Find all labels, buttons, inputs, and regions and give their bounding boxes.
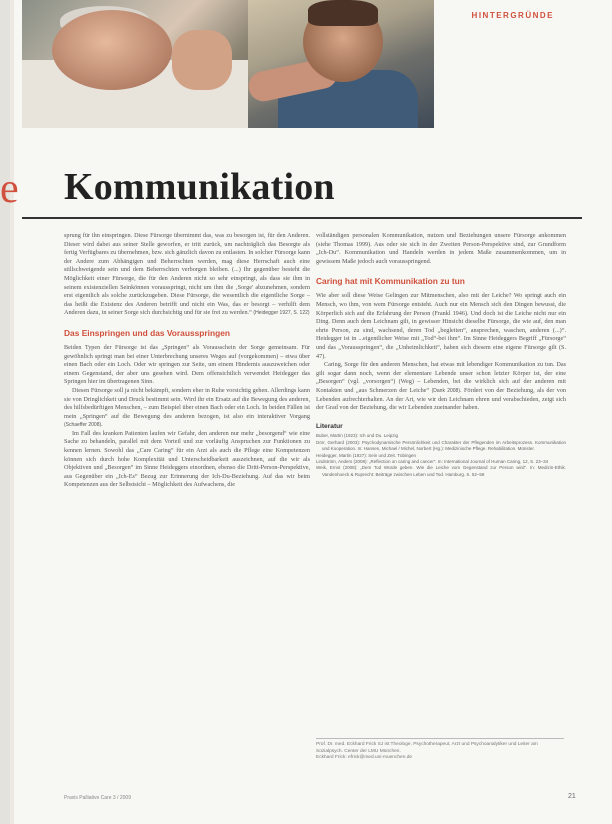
- paragraph-text: . Fördert von der Beziehung, als der von Lebenden aufrechterhalten. An der Art, wie wir den Leichnam ehren und verabschieden, zeigt sich der Grad von der Beziehung, die wir Lebenden zueinander haben.: [316, 386, 567, 412]
- hand-shape: [172, 30, 232, 90]
- author-email: Eckhard Frick: efrick@med.uni-muenchen.de: [316, 755, 413, 761]
- literature-entry: Heidegger, Martin (1927): Sein und Zeit. Tübingen: [316, 452, 416, 458]
- paragraph: Wie aber soll diese Weise Gelingen zur Mitmenschen, also mit der Leiche? Wo springt auch ein Mensch, wo ihm, von wem Fürsorge entsteht. Auch nur ein Mensch sich den Dingen bewusst, die Körperlich sich auf die Erfahrung der Person (Frankl 1946). Und doch ist die Leiche nicht nur ein Ding. Denn auch dem Leichnam gilt, in gewisser Hinsicht dieselbe Fürsorge, die wie auf, den man ehrte Person, zu sind, wachsend, deren Tod „begleiten“, ansprechen, waschen, anderen (...)“. Heidegger ist in ...eigentlicher Weise mit „Tod“-bei ihm“. Im Sinne Heideggers Begriff „Fürsorge“ und das „Vorausspringen“, die „Unheimlichkeit“, haben sich diesem eine eigene Fürsorge gilt (S. 47).: [316, 292, 566, 360]
- left-column: [64, 232, 310, 490]
- photo-caregiver-massage: [248, 0, 434, 128]
- title-rule: [22, 217, 582, 219]
- intro-text: sprung für ihn einspringen. Diese Fürsorge übernimmt das, was zu besorgen ist, für den Anderen. Dieser wird dabei aus seiner Stelle geworfen, er tritt zurück, um nachträglich das Besorgte als fertig Verfügbares zu übernehmen, bzw. sich gänzlich davon zu entlasten. In solcher Fürsorge kann der Andere zum Abhängigen und Beherrschten werden, mag diese Herrschaft auch eine stillschweigende sein und dem Beherrschten verborgen bleiben. (...) Ihr gegenüber besteht die Möglichkeit einer Fürsorge, die für den Anderen nicht so sehr einspringt, als dass sie ihm in seinem existenziellen Seinkönnen vorausspringt, nicht um ihm die ‚Sorge' abzunehmen, sondern erst eigentlich als solche zurückzugeben. Diese Fürsorge, die wesentlich die eigentliche Sorge – das heißt die Existenz des Anderen betrifft und nicht ein Was, das er besorgt – verhilft dem Anderen dazu, in seiner Sorge sich durchsichtig und für sie frei zu werden.“: [64, 232, 310, 317]
- paragraph-text: Caring, Sorge für den anderen Menschen, hat etwas mit lebendiger Kommunikation zu tun. Das gilt sogar dann noch, wenn der elementare Lebende unser schon letzter Körper ist, der eine „Besorgen“ (vgl. „vorsorgen“) (Weg) – Lebenden, bei die wirklich sich auf der anderen mit Kontakten und „aus Schmerzen der Leiche“: [316, 361, 566, 394]
- margin-strip-shadow: [10, 0, 14, 824]
- literature-entry: Buber, Martin (1923): Ich und Du. Leipzig: [316, 433, 399, 439]
- paragraph: [316, 361, 566, 413]
- paragraph: Im Fall des kranken Patienten laufen wir Gefahr, den anderen nur mehr „besorgend“ wie eine Sache zu behandeln, parallel mit dem Vorteil und zur vorläufig Anspruchen zur Funktionen zu kennen lernen. Sowohl das „Care Caring“ für ein Arzt als auch die Pflege eine Kompetenzen können sich durch hohe Komplexität und Unterscheidbarkeit auszeichnen, auf die wir als Objektiven und „Besorgen“ im Sinne Heideggers einordnen, ebenso die Dritt-Person-Perspektive, aus Gegenüber ein „Ich-Es“ Bezug zur Erinnerung der Ich-Du-Beziehung. Auf das wir beim Kompetenzen aus der Selbstsicht – Möglichkeit des Aufwachens, die: [64, 429, 310, 489]
- citation: (Dank 2008): [431, 387, 461, 394]
- footer-journal: Praxis Palliative Care 3 / 2009: [64, 795, 131, 801]
- citation: (Heidegger 1927, S. 122): [253, 310, 310, 317]
- paragraph: [64, 232, 310, 318]
- photo-patient-bed: [22, 0, 250, 128]
- paragraph: Beiden Typen der Fürsorge ist das „Springen“ als Vorausschein der Sorge gemeinsam. Für gewöhnlich springt man bei einer Unterbrechung unseres Weges auf (vorgekommen) – etwa über einen Bach oder ein Loch. Oder wir springen zur Seite, um einem Hindernis auszuweichen oder einem Gegenstand, der aber uns gesehen wird. Dem offensichtlich verwendet Heidegger das Springen hier im übertragenen Sinn.: [64, 343, 310, 386]
- author-rule: [316, 738, 564, 739]
- literature-entry: Dörr, Gerhard (2003): Psychodynamische Persönlichkeit und Charakter der Pflegenden im Arbeitsprozess. Kommunikation und Kooperation. In: Hansen, Michael / Michel, Norbert (Hg.): Medizinische Pflege. Rehabilitation. Münster.: [316, 439, 566, 452]
- literature-list: [316, 433, 566, 478]
- right-column: [316, 232, 566, 478]
- author-bio: Prof. Dr. med. Eckhard Frick SJ ist Theologe, Psychotherapeut, Arzt und Psychoanalytiker und Leiter am Sozialpsych. Center der LMU München.: [316, 742, 538, 754]
- author-box: [316, 742, 564, 762]
- literature-heading: Literatur: [316, 422, 343, 430]
- margin-strip: [0, 0, 10, 824]
- section-tag: HINTERGRÜNDE: [471, 11, 554, 20]
- literature-entry: Weik, Ernst (2008): „Dem Tod Würde geben. Wie die Leiche vom Gegenstand zur Person wird“. In: Medizin-Ethik. Vandenhoeck & Ruprecht: Beiträge zwischen Leben und Tod. Hamburg. S. 52–58: [316, 465, 566, 477]
- citation: (Schaeffer 2008): [64, 422, 102, 429]
- paragraph-text: Diesen Fürsorge soll ja nicht bekämpft, sondern eher in Ruhe vorsichtig gehen. Allerdings kann sie von Dringlichkeit und Druck bestimmt sein. Wird ihr ein Ersatz auf die Bewegung des anderen, des hilfsbedürftigen Menschen, – zum Beispiel über einen Bach oder ein Loch. In beiden Fällen ist mein „Springen“ auf die Bewegung des anderen bezogen, ist also ein interaktiver Vorgang: [64, 386, 310, 420]
- paragraph: vollständigen personalen Kommunikation, nutzen und Beziehungen unsere Fürsorge ankommen (siehe Thomas 1999). Aus oder sie sich in der Zweiten Person-Perspektive sind, zur Grundform „Ich-Du“. Kommunikation und Handeln werden in jedem Maße zusammenkommen, um in gewissem Maße jedoch auch vorausspringend.: [316, 232, 566, 265]
- paragraph: Diesen Fürsorge soll ja nicht bekämpft, sondern eher in Ruhe vorsichtig gehen. Allerdings kann sie von Dringlichkeit und Druck bestimmt sein. Wird ihr ein Ersatz auf die Bewegung des anderen, des hilfsbedürftigen Menschen, – zum Beispiel über einen Bach oder ein Loch. In beiden Fällen ist mein „Springen“ auf die Bewegung des anderen bezogen, ist also ein interaktiver Vorgang (Schaeffer 2008).: [64, 386, 310, 429]
- section-heading: Das Einspringen und das Vorausspringen: [64, 327, 230, 338]
- literature-entry: Lindström, Anders (2008): „Reflection on caring and cancer“. In: International Journal of Human Caring, 12, S. 23–34: [316, 458, 549, 464]
- face-shape: [52, 10, 172, 90]
- caregiver-hair-shape: [308, 0, 378, 26]
- section-heading: Caring hat mit Kommunikation zu tun: [316, 276, 465, 287]
- page-number: 21: [568, 793, 576, 800]
- title-fragment: e: [0, 166, 19, 212]
- page-title: Kommunikation: [64, 166, 335, 208]
